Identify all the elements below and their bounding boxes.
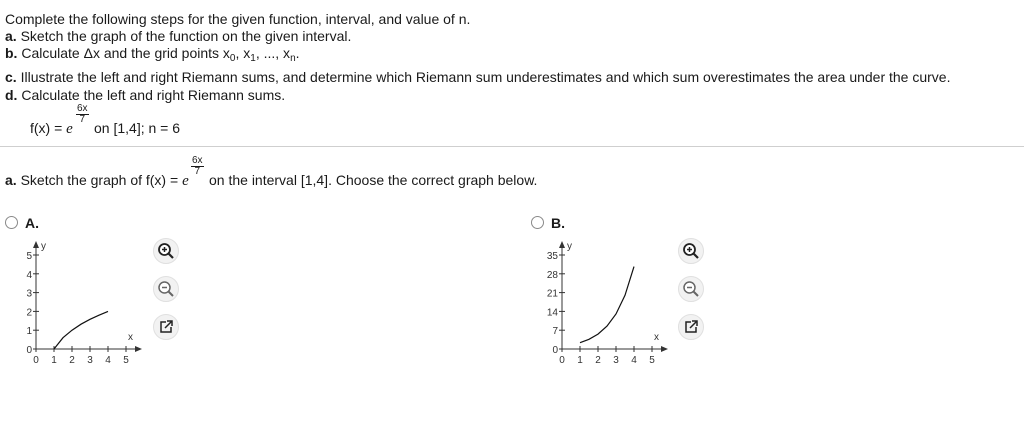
y-tick-label: 3: [26, 288, 32, 300]
x-tick-label: 4: [105, 355, 111, 366]
step-c: [5, 69, 950, 85]
intro-text: Complete the following steps for the given function, interval, and value of n.: [5, 11, 471, 27]
x-tick-label: 1: [577, 355, 583, 366]
part-a-suffix: on the interval [1,4]. Choose the correct graph below.: [209, 172, 538, 188]
x-tick-label: 5: [649, 355, 655, 366]
function-statement: [30, 120, 73, 138]
y-axis-arrow: [33, 241, 39, 248]
open-new-window-icon: [682, 318, 700, 336]
part-a-letter: a.: [5, 172, 17, 188]
y-tick-label: 21: [546, 288, 558, 300]
x-tick-label: 2: [595, 355, 601, 366]
step-c-text: Illustrate the left and right Riemann sums, and determine which Riemann sum underestimates and which sum overestimates the area under the curve.: [20, 69, 951, 85]
step-d-letter: d.: [5, 87, 18, 103]
exponent-numerator: 6x: [77, 103, 88, 114]
y-tick-label: 2: [26, 307, 32, 319]
x1-subscript: 1: [250, 53, 256, 64]
step-a-letter: a.: [5, 28, 17, 44]
y-tick-label: 4: [26, 269, 32, 281]
y-tick-label: 0: [552, 345, 558, 356]
option-b-open-window-button[interactable]: [678, 314, 704, 340]
x-tick-label: 1: [51, 355, 57, 366]
x-tick-label: 4: [631, 355, 637, 366]
zoom-out-icon: [682, 280, 700, 298]
open-new-window-icon: [157, 318, 175, 336]
y-tick-label: 28: [546, 269, 558, 281]
section-divider: [0, 146, 1024, 147]
option-a-open-window-button[interactable]: [153, 314, 179, 340]
x-axis-label: x: [654, 332, 659, 343]
part-a-prompt: [5, 172, 189, 190]
y-tick-label: 35: [546, 251, 558, 262]
part-a-prefix: Sketch the graph of f(x) =: [20, 172, 183, 188]
x-axis-label: x: [128, 332, 133, 343]
option-b-radio[interactable]: [531, 216, 544, 229]
option-b-label[interactable]: B.: [551, 215, 565, 231]
y-tick-label: 5: [26, 251, 32, 262]
function-exponent: [76, 104, 89, 125]
zoom-in-icon: [157, 242, 175, 260]
y-axis-label: y: [41, 241, 46, 252]
y-axis-label: y: [567, 241, 572, 252]
step-b: [5, 45, 300, 64]
xn-subscript: n: [290, 53, 296, 64]
step-d-text: Calculate the left and right Riemann sums.: [21, 87, 286, 103]
option-a-radio[interactable]: [5, 216, 18, 229]
option-b-zoom-in-button[interactable]: [678, 238, 704, 264]
y-tick-label: 7: [552, 326, 558, 338]
x-tick-label: 3: [87, 355, 93, 366]
x-tick-label: 3: [613, 355, 619, 366]
y-axis-arrow: [559, 241, 565, 248]
base-e: e: [66, 121, 73, 137]
option-a-graph: [5, 235, 165, 375]
x0-subscript: 0: [229, 53, 236, 64]
y-tick-label: 0: [26, 345, 32, 356]
step-b-rest: , ..., x: [255, 45, 291, 61]
y-tick-label: 14: [546, 307, 558, 319]
exponent-denominator: 7: [79, 114, 86, 125]
part-a-exponent-denominator: 7: [194, 166, 201, 177]
part-a-exponent-numerator: 6x: [192, 155, 203, 166]
x-axis-arrow: [661, 346, 668, 352]
step-a: [5, 28, 351, 44]
zoom-out-icon: [157, 280, 175, 298]
step-c-letter: c.: [5, 69, 17, 85]
x-tick-label: 0: [559, 355, 565, 366]
function-curve: [54, 311, 108, 349]
part-a-exponent: [191, 156, 204, 177]
part-a-base-e: e: [182, 173, 189, 189]
zoom-in-icon: [682, 242, 700, 260]
y-tick-label: 1: [26, 326, 32, 338]
function-prefix: f(x) =: [30, 120, 67, 136]
option-a-zoom-in-button[interactable]: [153, 238, 179, 264]
option-a-label[interactable]: A.: [25, 215, 39, 231]
function-curve: [580, 267, 634, 343]
step-b-letter: b.: [5, 45, 18, 61]
option-b-graph: [531, 235, 691, 375]
step-b-comma: , x: [235, 45, 251, 61]
x-axis-arrow: [135, 346, 142, 352]
step-d: [5, 87, 285, 103]
step-b-end: .: [295, 45, 300, 61]
x-tick-label: 0: [33, 355, 39, 366]
step-b-text: Calculate Δx and the grid points x: [21, 45, 230, 61]
x-tick-label: 2: [69, 355, 75, 366]
step-a-text: Sketch the graph of the function on the given interval.: [20, 28, 352, 44]
x-tick-label: 5: [123, 355, 129, 366]
option-a-zoom-out-button[interactable]: [153, 276, 179, 302]
function-suffix: on [1,4]; n = 6: [94, 120, 181, 136]
option-b-zoom-out-button[interactable]: [678, 276, 704, 302]
